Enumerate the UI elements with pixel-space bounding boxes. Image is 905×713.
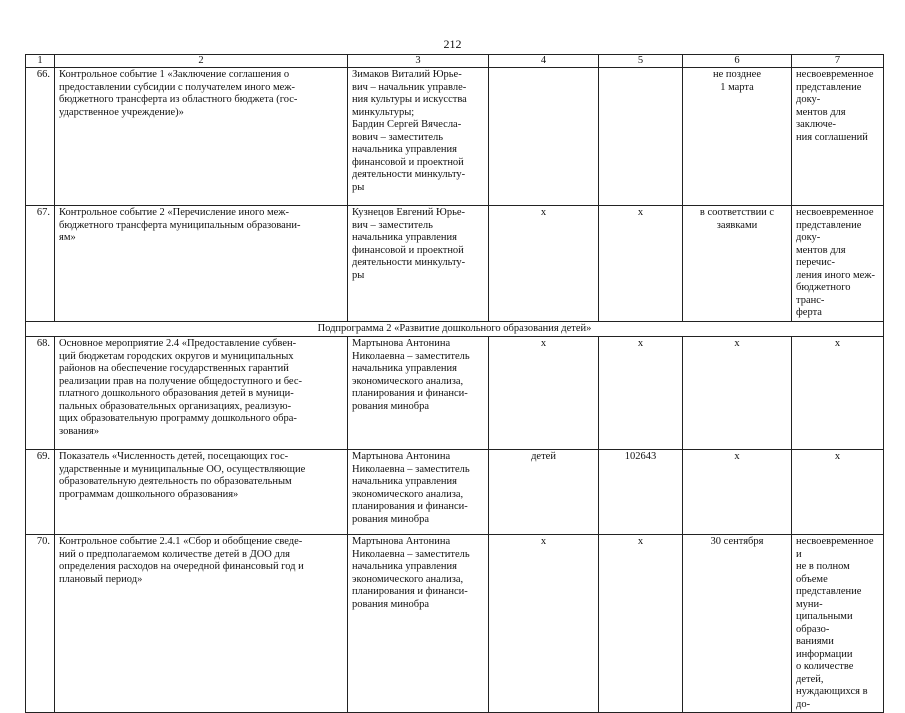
column-header: 6	[683, 55, 792, 68]
event-description: Контрольное событие 2.4.1 «Сбор и обобщение сведе- ний о предполагаемом количестве детей в ДОО для определения расходов на очередной финансовый год и плановый период»	[55, 535, 348, 713]
column-header: 1	[26, 55, 55, 68]
risk-cell: х	[792, 337, 884, 450]
row-number: 67.	[26, 206, 55, 322]
risk-cell: несвоевременное представление доку- ментов для перечис- ления иного меж- бюджетного транс- ферта	[792, 206, 884, 322]
responsible-person: Мартынова Антонина Николаевна – заместитель начальника управления экономического анализа, планирования и финанси- рования минобра	[348, 337, 489, 450]
deadline-cell: х	[683, 337, 792, 450]
row-number: 66.	[26, 68, 55, 206]
page-number: 212	[443, 37, 462, 51]
row-number: 69.	[26, 450, 55, 535]
responsible-person: Мартынова Антонина Николаевна – заместитель начальника управления экономического анализа, планирования и финанси- рования минобра	[348, 450, 489, 535]
event-description: Показатель «Численность детей, посещающих гос- ударственные и муниципальные ОО, осуществляющие образовательную деятельность по образовательным программам дошкольного образования»	[55, 450, 348, 535]
risk-cell: несвоевременное и не в полном объеме представление муни- ципальными образо- ваниями информации о количестве детей, нуждающихся в до-	[792, 535, 884, 713]
table-row	[26, 337, 884, 450]
row-number: 68.	[26, 337, 55, 450]
column-header: 3	[348, 55, 489, 68]
column-header: 4	[489, 55, 599, 68]
event-description: Контрольное событие 2 «Перечисление иного меж- бюджетного трансферта муниципальным образовани- ям»	[55, 206, 348, 322]
column-header: 7	[792, 55, 884, 68]
subprogram-title: Подпрограмма 2 «Развитие дошкольного образования детей»	[26, 321, 884, 337]
deadline-cell: не позднее 1 марта	[683, 68, 792, 206]
row-number: 70.	[26, 535, 55, 713]
plan-table	[25, 54, 884, 713]
responsible-person: Зимаков Виталий Юрье- вич – начальник управле- ния культуры и искусства минкультуры; Бардин Сергей Вячесла- вович – заместитель начальника управления финансовой и проектной деятельности минкульту- ры	[348, 68, 489, 206]
table-row	[26, 535, 884, 713]
unit-cell: х	[489, 535, 599, 713]
event-description: Контрольное событие 1 «Заключение соглашения о предоставлении субсидии с получателем иного меж- бюджетного трансферта из областного бюджета (гос- ударственное учреждение)»	[55, 68, 348, 206]
risk-cell: х	[792, 450, 884, 535]
value-cell: 102643	[599, 450, 683, 535]
deadline-cell: 30 сентября	[683, 535, 792, 713]
responsible-person: Мартынова Антонина Николаевна – заместитель начальника управления экономического анализа, планирования и финанси- рования минобра	[348, 535, 489, 713]
column-numbers-row	[26, 55, 884, 68]
deadline-cell: в соответствии с заявками	[683, 206, 792, 322]
table-row	[26, 450, 884, 535]
value-cell	[599, 68, 683, 206]
column-header: 5	[599, 55, 683, 68]
table-row	[26, 68, 884, 206]
unit-cell: х	[489, 337, 599, 450]
unit-cell: х	[489, 206, 599, 322]
event-description: Основное мероприятие 2.4 «Предоставление субвен- ций бюджетам городских округов и муниципальных районов на обеспечение государственных гарантий реализации прав на получение общедоступного и бес- платного дошкольного образования детей в муници- пальных образовательных организациях, реализую- щих образовательную программу дошкольного обра- зования»	[55, 337, 348, 450]
deadline-cell: х	[683, 450, 792, 535]
table-row	[26, 206, 884, 322]
value-cell: х	[599, 206, 683, 322]
unit-cell	[489, 68, 599, 206]
column-header: 2	[55, 55, 348, 68]
value-cell: х	[599, 535, 683, 713]
unit-cell: детей	[489, 450, 599, 535]
responsible-person: Кузнецов Евгений Юрье- вич – заместитель начальника управления финансовой и проектной деятельности минкульту- ры	[348, 206, 489, 322]
risk-cell: несвоевременное представление доку- ментов для заключе- ния соглашений	[792, 68, 884, 206]
value-cell: х	[599, 337, 683, 450]
subprogram-row	[26, 321, 884, 337]
